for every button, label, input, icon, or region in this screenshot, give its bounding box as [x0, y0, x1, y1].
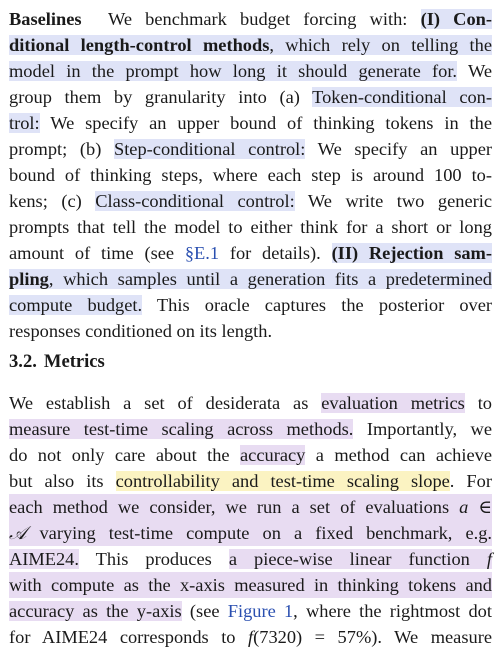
metrics-line-7: AIME24. This produces a piece-wise linear function f: [9, 549, 492, 569]
baselines-line-5: trol: We specify an upper bound of thinking tokens in the: [9, 113, 492, 133]
baselines-line-9: prompts that tell the model to either think for a short or long: [9, 217, 492, 237]
baselines-line-13: responses conditioned on its length.: [9, 321, 273, 341]
metrics-line-1: We establish a set of desiderata as evaluation metrics to: [9, 393, 492, 413]
baselines-line-6: prompt; (b) Step-conditional control: We specify an upper: [9, 139, 492, 159]
metrics-line-4: but also its controllability and test-time scaling slope. For: [9, 471, 492, 491]
baselines-heading: Baselines: [9, 9, 82, 29]
baselines-line-11: pling, which samples until a generation fits a predetermined: [9, 269, 492, 289]
metrics-line-6: 𝒜 varying test-time compute on a fixed benchmark, e.g.: [9, 520, 492, 546]
section-title: Metrics: [43, 351, 105, 372]
metrics-line-5: each method we consider, we run a set of evaluations a ∈: [9, 494, 492, 520]
metrics-line-9: accuracy as the y-axis (see Figure 1, where the rightmost dot: [9, 601, 492, 621]
baselines-line-12: compute budget. This oracle captures the posterior over: [9, 295, 493, 315]
baselines-line-1: Baselines We benchmark budget forcing with: (I) Con-: [9, 9, 492, 29]
metrics-line-8: with compute as the x-axis measured in thinking tokens and: [9, 572, 492, 598]
section-heading: [9, 349, 112, 375]
baselines-line-2: ditional length-control methods, which rely on telling the: [9, 35, 492, 55]
baselines-line-3: model in the prompt how long it should generate for. We: [9, 61, 492, 81]
section-e1-link[interactable]: §E.1: [184, 243, 220, 263]
baselines-line-10: amount of time (see §E.1 for details). (II) Rejection sam-: [9, 243, 493, 263]
baselines-line-8: kens; (c) Class-conditional control: We write two generic: [9, 191, 492, 211]
metrics-line-3: do not only care about the accuracy a method can achieve: [9, 445, 492, 465]
metrics-line-2: measure test-time scaling across methods. Importantly, we: [9, 419, 492, 439]
section-number: 3.2.: [9, 351, 37, 372]
baselines-line-4: group them by granularity into (a) Token-conditional con-: [9, 87, 492, 107]
baselines-line-7: bound of thinking steps, where each step is around 100 to-: [9, 165, 492, 185]
metrics-line-10: for AIME24 corresponds to f(7320) = 57%). We measure: [9, 627, 492, 647]
figure-1-link[interactable]: Figure 1: [227, 601, 294, 621]
